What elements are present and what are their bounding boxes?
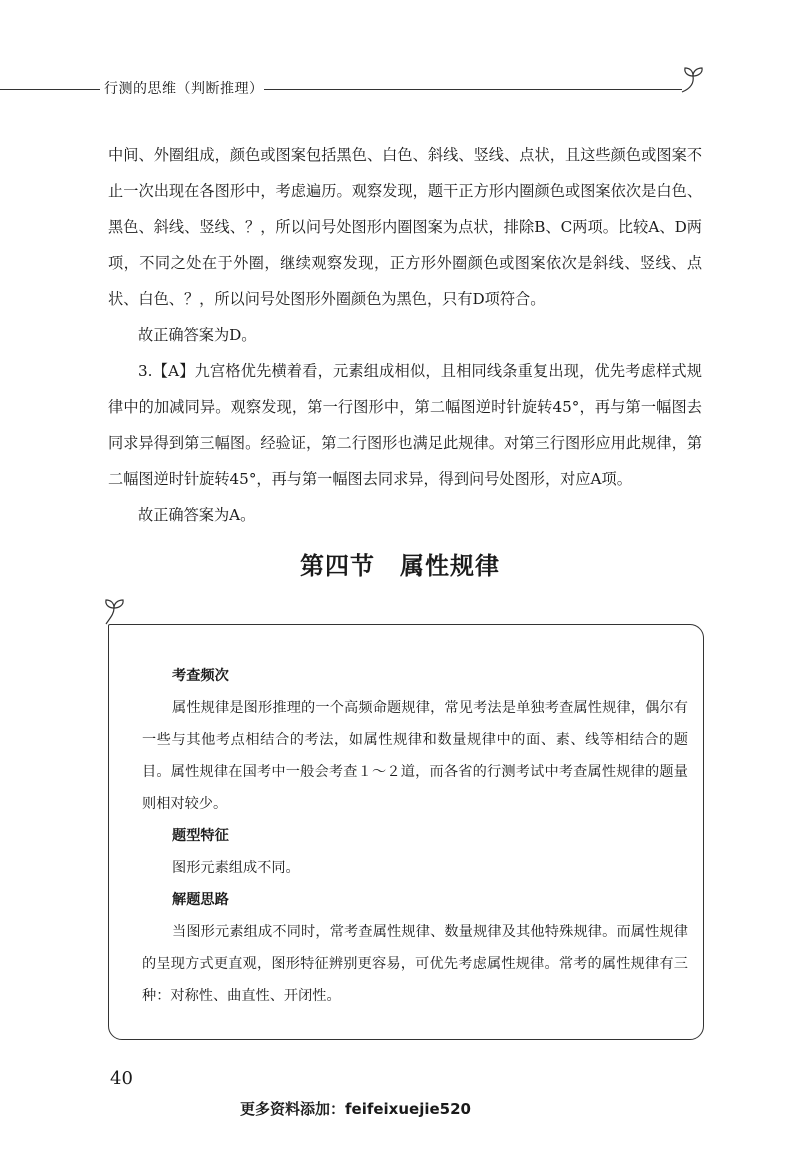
running-header <box>0 64 800 104</box>
info-box-content <box>142 660 688 1012</box>
section-title: 第四节 属性规律 <box>300 552 500 580</box>
paragraph: 中间、外圈组成，颜色或图案包括黑色、白色、斜线、竖线、点状，且这些颜色或图案不止一次出现在各图形中，考虑遍历。观察发现，题干正方形内圈颜色或图案依次是白色、黑色、斜线、竖线、？，所以问号处图形内圈图案为点状，排除B、C两项。比较A、D两项，不同之处在于外圈，继续观察发现，正方形外圈颜色或图案依次是斜线、竖线、点状、白色、？，所以问号处图形外圈颜色为黑色，只有D项符合。 <box>108 146 702 308</box>
box-heading: 考查频次 <box>172 668 229 684</box>
box-heading: 题型特征 <box>172 828 229 844</box>
box-paragraph: 当图形元素组成不同时，常考查属性规律、数量规律及其他特殊规律。而属性规律的呈现方式更直观，图形特征辨别更容易，可优先考虑属性规律。常考的属性规律有三种：对称性、曲直性、开闭性。 <box>142 924 688 1004</box>
page-number: 40 <box>110 1068 133 1089</box>
sprout-icon <box>680 64 706 94</box>
header-title: 行测的思维（判断推理） <box>104 81 264 97</box>
paragraph: 故正确答案为A。 <box>138 506 256 524</box>
header-rule-left <box>0 89 100 90</box>
box-heading: 解题思路 <box>172 892 229 908</box>
paragraph: 3.【A】九宫格优先横着看，元素组成相似，且相同线条重复出现，优先考虑样式规律中的加减同异。观察发现，第一行图形中，第二幅图逆时针旋转45°，再与第一幅图去同求异得到第三幅图。经验证，第二行图形也满足此规律。对第三行图形应用此规律，第二幅图逆时针旋转45°，再与第一幅图去同求异，得到问号处图形，对应A项。 <box>108 362 702 488</box>
answer-explanation <box>108 137 702 533</box>
header-rule-right <box>264 89 682 90</box>
box-paragraph: 属性规律是图形推理的一个高频命题规律，常见考法是单独考查属性规律，偶尔有一些与其他考点相结合的考法，如属性规律和数量规律中的面、素、线等相结合的题目。属性规律在国考中一般会考查１～２道，而各省的行测考试中考查属性规律的题量则相对较少。 <box>142 700 688 812</box>
paragraph: 故正确答案为D。 <box>138 326 257 344</box>
footer-note: 更多资料添加：feifeixuejie520 <box>240 1100 471 1118</box>
box-paragraph: 图形元素组成不同。 <box>172 860 300 876</box>
sprout-icon <box>100 596 130 626</box>
